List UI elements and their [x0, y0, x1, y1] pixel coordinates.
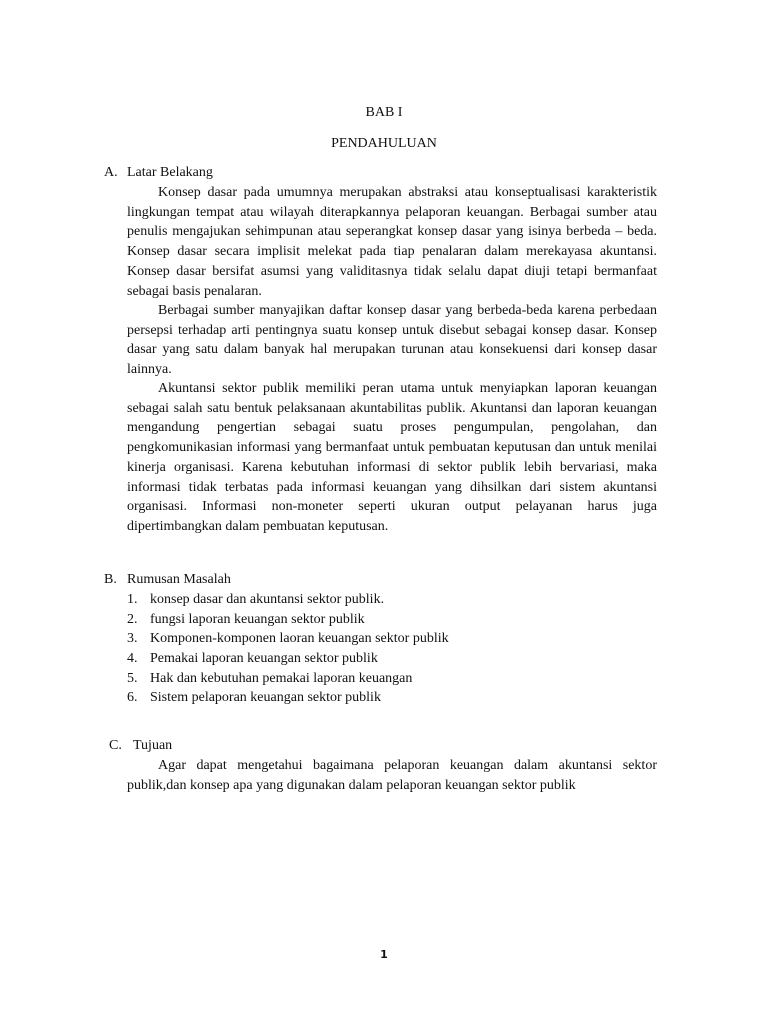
objective-paragraph: Agar dapat mengetahui bagaimana pelaporan keuangan dalam akuntansi sektor publik,dan konsep apa yang digunakan dalam pelaporan keuangan sektor publik	[127, 758, 657, 793]
background-paragraph-3: Akuntansi sektor publik memiliki peran utama untuk menyiapkan laporan keuangan sebagai salah satu bentuk pelaksanaan akuntabilitas publik. Akuntansi dan laporan keuangan mengandung pengertian sebagai suatu proses pengumpulan, pengolahan, dan pengkomunikasian informasi yang bermanfaat untuk pembuatan keputusan dan untuk menilai kinerja organisasi. Karena kebutuhan informasi di sektor publik lebih bervariasi, maka informasi tidak terbatas pada informasi keuangan yang dihsilkan dari sistem akuntansi organisasi. Informasi non-moneter seperti ukuran output pelayanan harus juga dipertimbangkan dalam pembuatan keputusan.	[127, 381, 657, 534]
list-item-text: Hak dan kebutuhan pemakai laporan keuangan	[150, 670, 413, 686]
list-item-number: 3.	[127, 631, 138, 647]
list-item	[127, 590, 449, 610]
list-item	[127, 669, 449, 689]
background-paragraph-2: Berbagai sumber manyajikan daftar konsep dasar yang berbeda-beda karena perbedaan persepsi terhadap arti pentingnya suatu konsep untuk disebut sebagai konsep dasar. Konsep dasar yang satu dalam banyak hal merupakan turunan atau konsekuensi dari konsep dasar lainnya.	[127, 303, 657, 378]
section-b-title: Rumusan Masalah	[127, 572, 231, 587]
list-item	[127, 629, 449, 649]
list-item-number: 1.	[127, 592, 138, 607]
page-number: 1	[380, 948, 388, 961]
section-a-title: Latar Belakang	[127, 165, 213, 180]
list-item-number: 2.	[127, 611, 138, 627]
section-c-title: Tujuan	[133, 738, 173, 753]
list-item	[127, 610, 449, 630]
list-item-text: konsep dasar dan akuntansi sektor publik.	[150, 592, 385, 607]
list-item-text: Sistem pelaporan keuangan sektor publik	[150, 690, 381, 706]
list-item	[127, 649, 449, 669]
section-a-heading	[104, 165, 213, 181]
list-item-number: 6.	[127, 690, 138, 706]
section-b-heading	[104, 572, 231, 588]
list-item-text: Pemakai laporan keuangan sektor publik	[150, 651, 378, 667]
list-item-number: 5.	[127, 670, 138, 686]
chapter-title: PENDAHULUAN	[331, 136, 437, 151]
list-item	[127, 688, 449, 708]
section-a-letter: A.	[104, 165, 118, 180]
section-c-heading	[109, 738, 172, 754]
background-paragraph-1: Konsep dasar pada umumnya merupakan abstraksi atau konseptualisasi karakteristik lingkungan tempat atau wilayah diterapkannya pelaporan keuangan. Berbagai sumber atau penulis mengajukan sehimpunan atau seperangkat konsep dasar yang isinya berbeda – beda. Konsep dasar secara implisit melekat pada tiap penalaran dalam merekayasa akuntansi. Konsep dasar bersifat asumsi yang validitasnya tidak selalu dapat diuji tetapi bermanfaat sebagai basis penalaran.	[127, 185, 657, 299]
problem-list	[127, 590, 449, 708]
section-c-letter: C.	[109, 738, 122, 753]
chapter-label: BAB I	[365, 105, 403, 120]
list-item-number: 4.	[127, 651, 138, 667]
list-item-text: fungsi laporan keuangan sektor publik	[150, 611, 365, 627]
section-b-letter: B.	[104, 572, 117, 587]
list-item-text: Komponen-komponen laoran keuangan sektor publik	[150, 631, 449, 647]
